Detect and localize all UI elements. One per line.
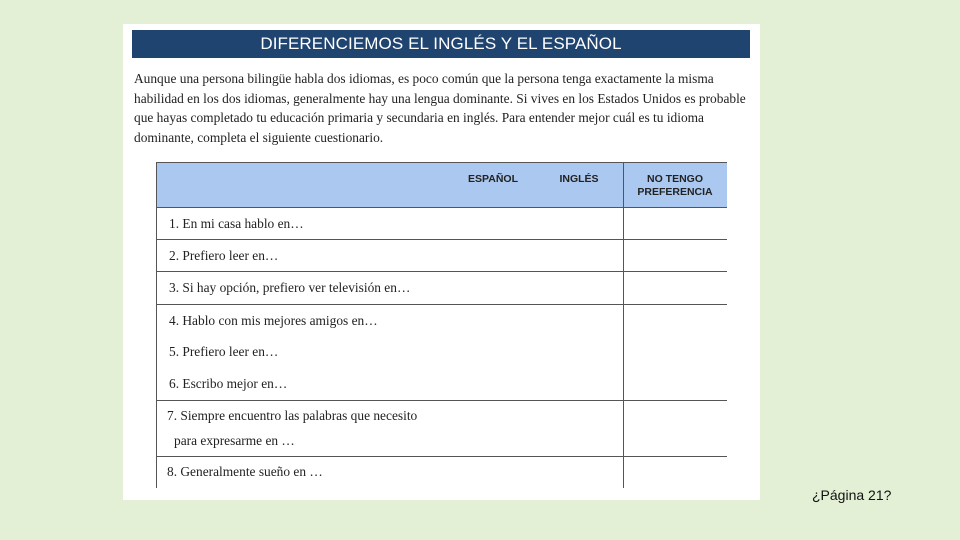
question-4: 4. Hablo con mis mejores amigos en… [169, 313, 378, 328]
question-1: 1. En mi casa hablo en… [169, 216, 304, 231]
intro-paragraph: Aunque una persona bilingüe habla dos idiomas, es poco común que la persona tenga exactamente la misma habilidad en los dos idiomas, generalmente hay una lengua dominante. Si vives en los Estados Unidos es probable que hayas completado tu educación primaria y secundaria en inglés. Para entender mejor cuál es tu idioma dominante, completa el siguiente cuestionario. [134, 71, 746, 145]
column-header-ingles: INGLÉS [559, 173, 599, 185]
page-note: ¿Página 21? [812, 487, 892, 503]
column-divider [623, 162, 624, 488]
question-2: 2. Prefiero leer en… [169, 248, 279, 263]
column-header-no-preference-line1: NO TENGO [646, 173, 703, 185]
column-header-espanol: ESPAÑOL [468, 173, 518, 185]
question-5: 5. Prefiero leer en… [169, 344, 279, 359]
worksheet-title: DIFERENCIEMOS EL INGLÉS Y EL ESPAÑOL [132, 30, 750, 58]
row-divider [157, 456, 727, 457]
table-header [157, 162, 727, 208]
question-7-line2: para expresarme en … [174, 433, 295, 448]
question-6: 6. Escribo mejor en… [169, 376, 288, 391]
row-divider [157, 400, 727, 401]
row-divider [157, 304, 727, 305]
column-header-no-preference-line2: PREFERENCIA [637, 186, 713, 198]
question-8: 8. Generalmente sueño en … [167, 464, 323, 479]
question-3: 3. Si hay opción, prefiero ver televisión en… [169, 280, 411, 295]
row-divider [157, 271, 727, 272]
questionnaire-table [156, 162, 727, 488]
question-7-line1: 7. Siempre encuentro las palabras que necesito [167, 408, 418, 423]
column-header-no-preference [625, 173, 725, 199]
worksheet-image [123, 24, 760, 500]
row-divider [157, 239, 727, 240]
